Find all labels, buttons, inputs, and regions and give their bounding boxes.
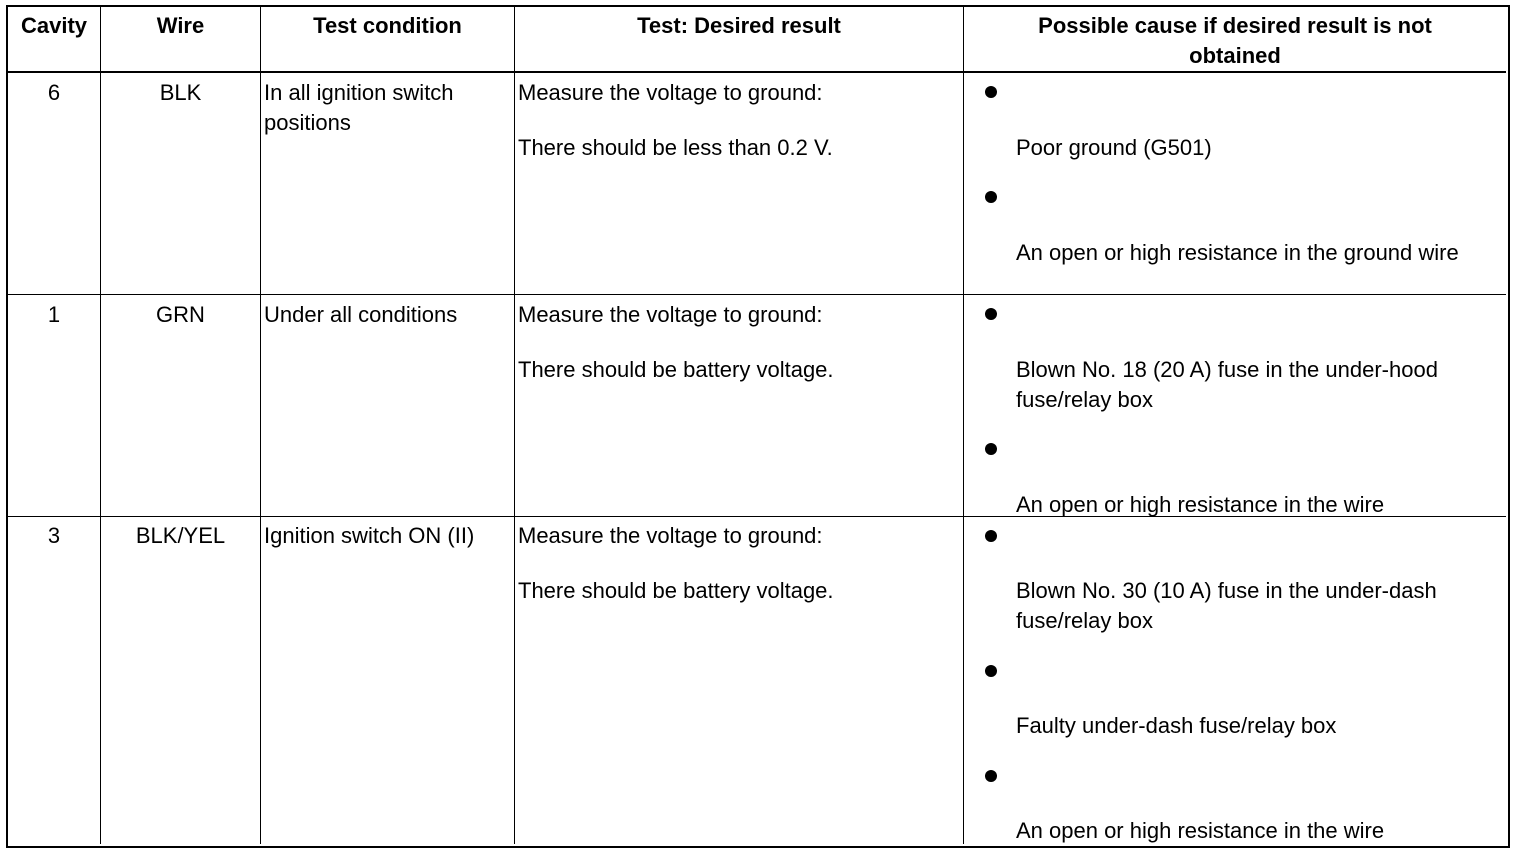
cell-test-condition: Under all conditions [264, 302, 458, 327]
bullet-icon [985, 308, 997, 320]
header-divider [7, 71, 1506, 73]
cell-result-expected: There should be less than 0.2 V. [518, 135, 833, 160]
cell-result-instruction: Measure the voltage to ground: [518, 523, 823, 548]
cell-wire: BLK [159, 80, 202, 105]
cell-cavity: 6 [47, 80, 61, 105]
column-divider [514, 7, 515, 844]
header-cavity: Cavity [20, 13, 88, 38]
bullet-icon [985, 443, 997, 455]
bullet-icon [985, 665, 997, 677]
bullet-icon [985, 770, 997, 782]
cell-cause-item: Blown No. 18 (20 A) fuse in the under-hood fuse/relay box [1016, 357, 1438, 412]
cell-cause-item: Blown No. 30 (10 A) fuse in the under-dash fuse/relay box [1016, 578, 1437, 633]
column-divider [963, 7, 964, 844]
cell-result-expected: There should be battery voltage. [518, 578, 834, 603]
header-test-condition: Test condition [313, 13, 462, 38]
header-wire: Wire [156, 13, 205, 38]
cell-cause-item: An open or high resistance in the wire [1016, 492, 1385, 517]
header-possible-cause: Possible cause if desired result is not obtained [1038, 13, 1432, 68]
cell-result-expected: There should be battery voltage. [518, 357, 834, 382]
cell-cause-item: Faulty under-dash fuse/relay box [1016, 713, 1337, 738]
column-divider [260, 7, 261, 844]
cell-cause-item: An open or high resistance in the ground wire [1016, 240, 1459, 265]
bullet-icon [985, 530, 997, 542]
cell-test-condition: Ignition switch ON (II) [264, 523, 475, 548]
bullet-icon [985, 191, 997, 203]
column-divider [100, 7, 101, 844]
cell-result-instruction: Measure the voltage to ground: [518, 302, 823, 327]
cell-result-instruction: Measure the voltage to ground: [518, 80, 823, 105]
header-desired-result: Test: Desired result [637, 13, 841, 38]
cell-cause-item: Poor ground (G501) [1016, 135, 1212, 160]
cell-cavity: 3 [47, 523, 61, 548]
cell-wire: GRN [156, 302, 205, 327]
row-divider [7, 294, 1506, 295]
cell-cavity: 1 [47, 302, 61, 327]
cell-cause-item: An open or high resistance in the wire [1016, 818, 1385, 843]
bullet-icon [985, 86, 997, 98]
cell-test-condition: In all ignition switch positions [264, 80, 454, 135]
cell-wire: BLK/YEL [135, 523, 226, 548]
